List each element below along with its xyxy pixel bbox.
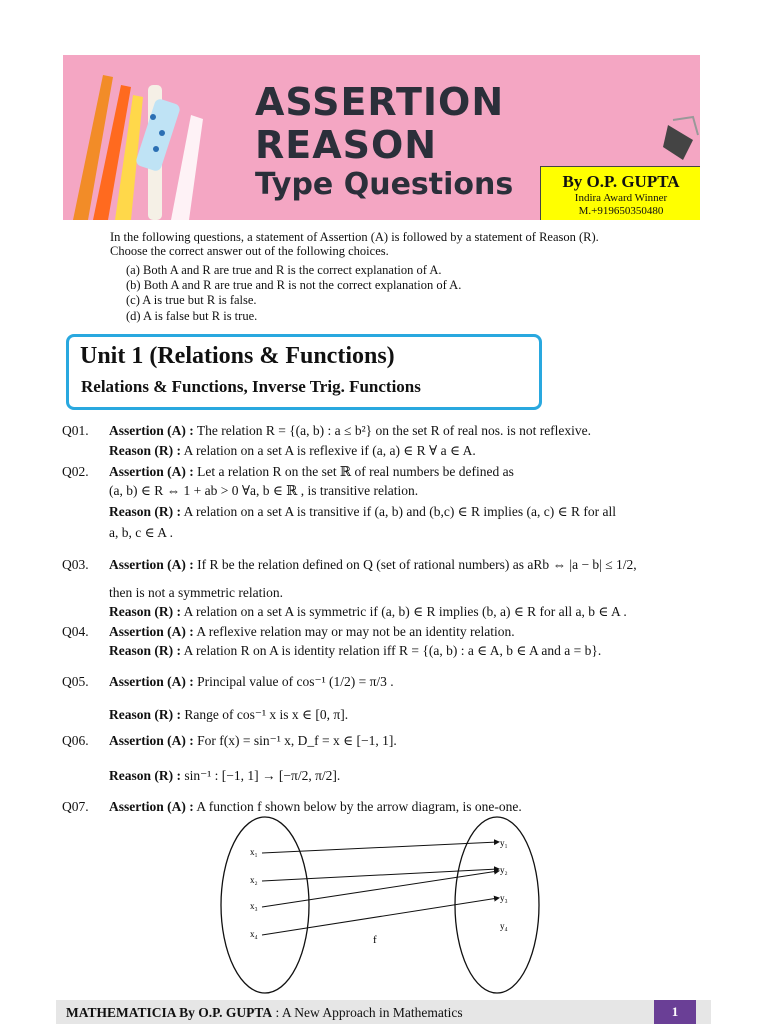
unit-title: Unit 1 (Relations & Functions) [80, 343, 395, 369]
q07-assertion: Assertion (A) : A function f shown below by the arrow diagram, is one-one. [109, 799, 522, 814]
q05-number: Q05. [62, 674, 89, 689]
intro-line-1: In the following questions, a statement of Assertion (A) is followed by a statement of Reason (R). [110, 230, 599, 244]
q01-assertion: Assertion (A) : The relation R = {(a, b) : a ≤ b²} on the set R of real nos. is not reflexive. [109, 423, 592, 438]
page-number: 1 [654, 1000, 696, 1024]
unit-heading-box [66, 334, 542, 410]
function-label: f [373, 934, 377, 946]
q04-number: Q04. [62, 624, 89, 639]
banner-title-line2: REASON [255, 123, 438, 167]
choice-a: (a) Both A and R are true and R is the correct explanation of A. [126, 263, 442, 277]
author-name: By O.P. GUPTA [562, 172, 680, 191]
q02-reason: Reason (R) : A relation on a set A is transitive if (a, b) and (b,c) ∈ R implies (a, c) ∈ R for all [109, 504, 617, 519]
arrow-x4 [262, 898, 498, 935]
q01-number: Q01. [62, 423, 89, 438]
author-box [540, 166, 700, 220]
q02-assertion-cont: (a, b) ∈ R ⇔ 1 + ab > 0 ∀a, b ∈ ℝ , is transitive relation. [109, 483, 419, 498]
q01-reason: Reason (R) : A relation on a set A is reflexive if (a, a) ∈ R ∀ a ∈ A. [109, 443, 476, 458]
q04-reason: Reason (R) : A relation R on A is identity relation iff R = {(a, b) : a ∈ A, b ∈ A and a = b}. [109, 643, 602, 658]
q06-reason: Reason (R) : sin⁻¹ : [−1, 1] → [−π/2, π/2]. [109, 768, 341, 783]
arrow-x3 [262, 871, 498, 907]
q06-assertion: Assertion (A) : For f(x) = sin⁻¹ x, D_f = x ∈ [−1, 1]. [109, 733, 397, 748]
q06-number: Q06. [62, 733, 89, 748]
q07-number: Q07. [62, 799, 89, 814]
q05-assertion: Assertion (A) : Principal value of cos⁻¹ (1/2) = π/3 . [109, 674, 394, 689]
q02-reason-cont: a, b, c ∈ A . [109, 525, 173, 540]
choice-c: (c) A is true but R is false. [126, 293, 257, 307]
header-banner [63, 55, 700, 220]
domain-x1: x₁ [250, 847, 258, 857]
q02-number: Q02. [62, 464, 89, 479]
q05-reason: Reason (R) : Range of cos⁻¹ x is x ∈ [0, π]. [109, 707, 349, 722]
domain-x4: x₄ [250, 929, 258, 939]
codomain-y2: y₂ [500, 865, 508, 875]
choice-d: (d) A is false but R is true. [126, 309, 258, 323]
q03-number: Q03. [62, 557, 89, 572]
intro-line-2: Choose the correct answer out of the following choices. [110, 244, 389, 258]
footer-text: MATHEMATICIA By O.P. GUPTA : A New Approach in Mathematics [66, 1005, 463, 1020]
q02-assertion: Assertion (A) : Let a relation R on the set ℝ of real numbers be defined as [109, 464, 514, 479]
codomain-y3: y₃ [500, 893, 508, 903]
domain-x3: x₃ [250, 901, 258, 911]
unit-subtitle: Relations & Functions, Inverse Trig. Functions [81, 377, 421, 396]
pencils-illustration [63, 55, 233, 220]
arrow-diagram [210, 815, 540, 995]
q03-assertion-cont: then is not a symmetric relation. [109, 585, 283, 600]
codomain-y4: y₄ [500, 921, 508, 931]
arrow-x2 [262, 869, 498, 881]
author-phone: M.+919650350480 [578, 205, 664, 217]
banner-title-line3: Type Questions [255, 167, 514, 202]
codomain-y1: y₁ [500, 838, 508, 848]
page-footer [56, 1000, 711, 1024]
q03-reason: Reason (R) : A relation on a set A is symmetric if (a, b) ∈ R implies (b, a) ∈ R for all a, b ∈ A . [109, 604, 627, 619]
arrow-x1 [262, 842, 498, 853]
q03-assertion: Assertion (A) : If R be the relation defined on Q (set of rational numbers) as aRb ⇔ |a − b| ≤ 1/2, [109, 557, 637, 572]
domain-ellipse [221, 817, 309, 993]
q04-assertion: Assertion (A) : A reflexive relation may or may not be an identity relation. [109, 624, 515, 639]
author-award: Indira Award Winner [574, 192, 668, 204]
banner-title-line1: ASSERTION [255, 80, 505, 124]
binder-clip-icon [663, 115, 700, 165]
domain-x2: x₂ [250, 875, 258, 885]
choice-b: (b) Both A and R are true and R is not the correct explanation of A. [126, 278, 462, 292]
